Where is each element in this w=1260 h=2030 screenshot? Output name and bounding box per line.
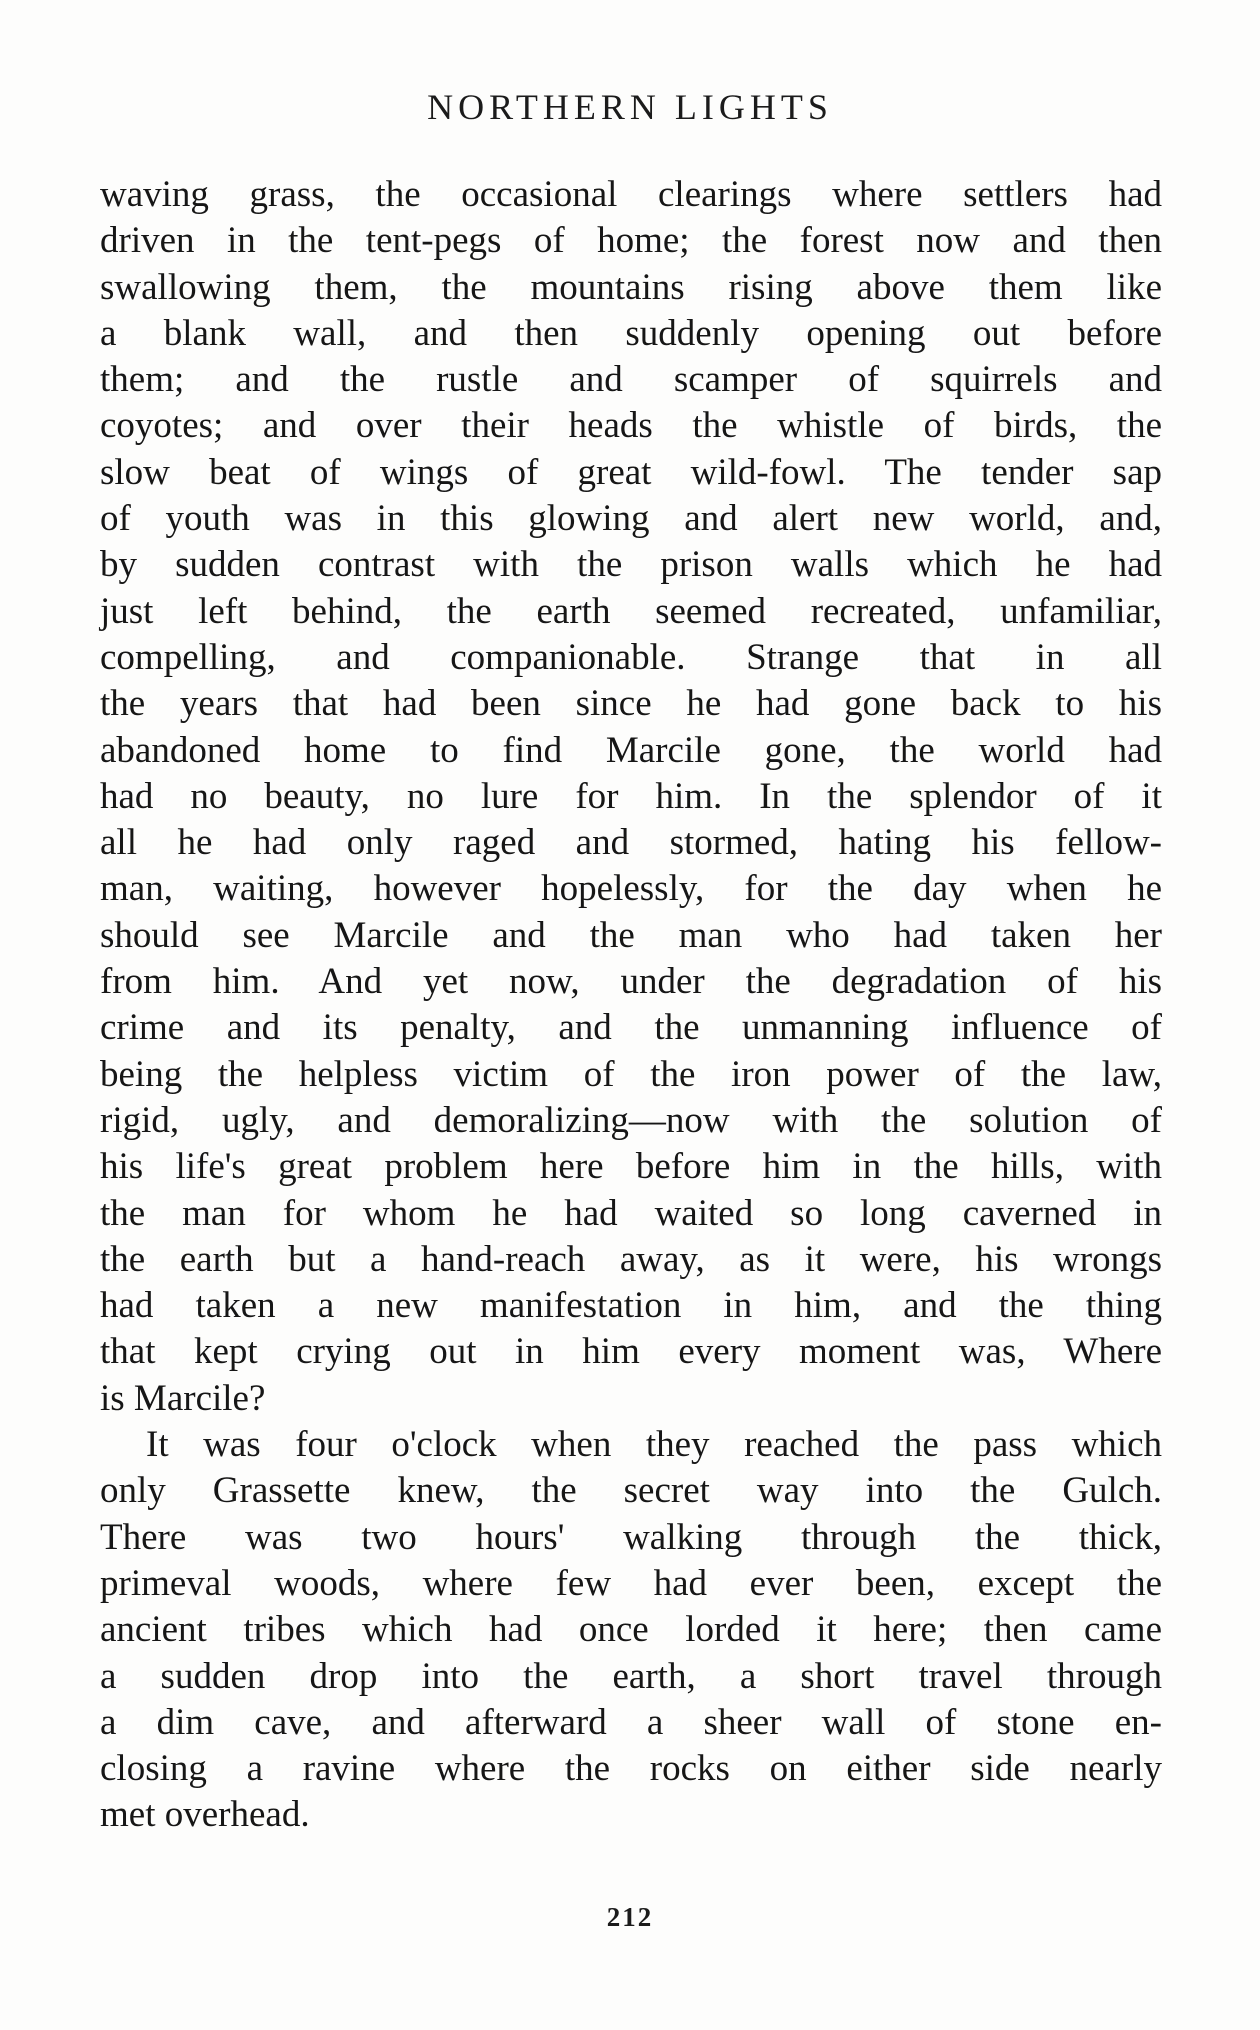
text-line: abandoned home to find Marcile gone, the world had xyxy=(100,729,1162,771)
text-line: primeval woods, where few had ever been, except the xyxy=(100,1562,1162,1604)
text-line: man, waiting, however hopelessly, for the day when he xyxy=(100,868,1162,910)
text-line: them; and the rustle and scamper of squirrels and xyxy=(100,359,1162,401)
text-line: a blank wall, and then suddenly opening out before xyxy=(100,312,1162,354)
text-line: slow beat of wings of great wild-fowl. The tender sap xyxy=(100,451,1162,493)
paragraph xyxy=(100,172,1162,1422)
body-text xyxy=(100,172,1162,1839)
text-line: his life's great problem here before him in the hills, with xyxy=(100,1146,1162,1188)
text-line: only Grassette knew, the secret way into the Gulch. xyxy=(100,1470,1162,1512)
text-line: coyotes; and over their heads the whistle of birds, the xyxy=(100,405,1162,447)
text-line: the years that had been since he had gone back to his xyxy=(100,683,1162,725)
text-line: being the helpless victim of the iron power of the law, xyxy=(100,1053,1162,1095)
paragraph xyxy=(100,1422,1162,1839)
text-line: ancient tribes which had once lorded it here; then came xyxy=(100,1609,1162,1651)
text-line: rigid, ugly, and demoralizing—now with the solution of xyxy=(100,1099,1162,1141)
text-line: There was two hours' walking through the thick, xyxy=(100,1516,1162,1558)
text-line: the man for whom he had waited so long caverned in xyxy=(100,1192,1162,1234)
text-line: compelling, and companionable. Strange that in all xyxy=(100,636,1162,678)
text-line: It was four o'clock when they reached the pass which xyxy=(146,1424,1162,1466)
text-line: a sudden drop into the earth, a short travel through xyxy=(100,1655,1162,1697)
text-line: of youth was in this glowing and alert new world, and, xyxy=(100,498,1162,540)
text-line: swallowing them, the mountains rising above them like xyxy=(100,266,1162,308)
text-line: that kept crying out in him every moment was, Where xyxy=(100,1331,1162,1373)
page-number: 212 xyxy=(606,1902,654,1932)
text-line: met overhead. xyxy=(100,1794,310,1836)
text-line: a dim cave, and afterward a sheer wall of stone en- xyxy=(100,1701,1162,1743)
text-line: all he had only raged and stormed, hating his fellow- xyxy=(100,822,1162,864)
text-line: is Marcile? xyxy=(100,1377,266,1419)
text-line: from him. And yet now, under the degradation of his xyxy=(100,961,1162,1003)
text-line: crime and its penalty, and the unmanning influence of xyxy=(100,1007,1162,1049)
running-head: NORTHERN LIGHTS xyxy=(427,87,833,127)
text-line: by sudden contrast with the prison walls which he had xyxy=(100,544,1162,586)
text-line: waving grass, the occasional clearings where settlers had xyxy=(100,174,1162,215)
text-line: driven in the tent-pegs of home; the forest now and then xyxy=(100,220,1162,262)
text-line: the earth but a hand-reach away, as it were, his wrongs xyxy=(100,1238,1162,1280)
text-line: had taken a new manifestation in him, and the thing xyxy=(100,1285,1162,1327)
text-line: had no beauty, no lure for him. In the splendor of it xyxy=(100,775,1162,817)
text-line: closing a ravine where the rocks on either side nearly xyxy=(100,1748,1162,1790)
text-line: should see Marcile and the man who had taken her xyxy=(100,914,1162,956)
text-line: just left behind, the earth seemed recreated, unfamiliar, xyxy=(100,590,1162,632)
